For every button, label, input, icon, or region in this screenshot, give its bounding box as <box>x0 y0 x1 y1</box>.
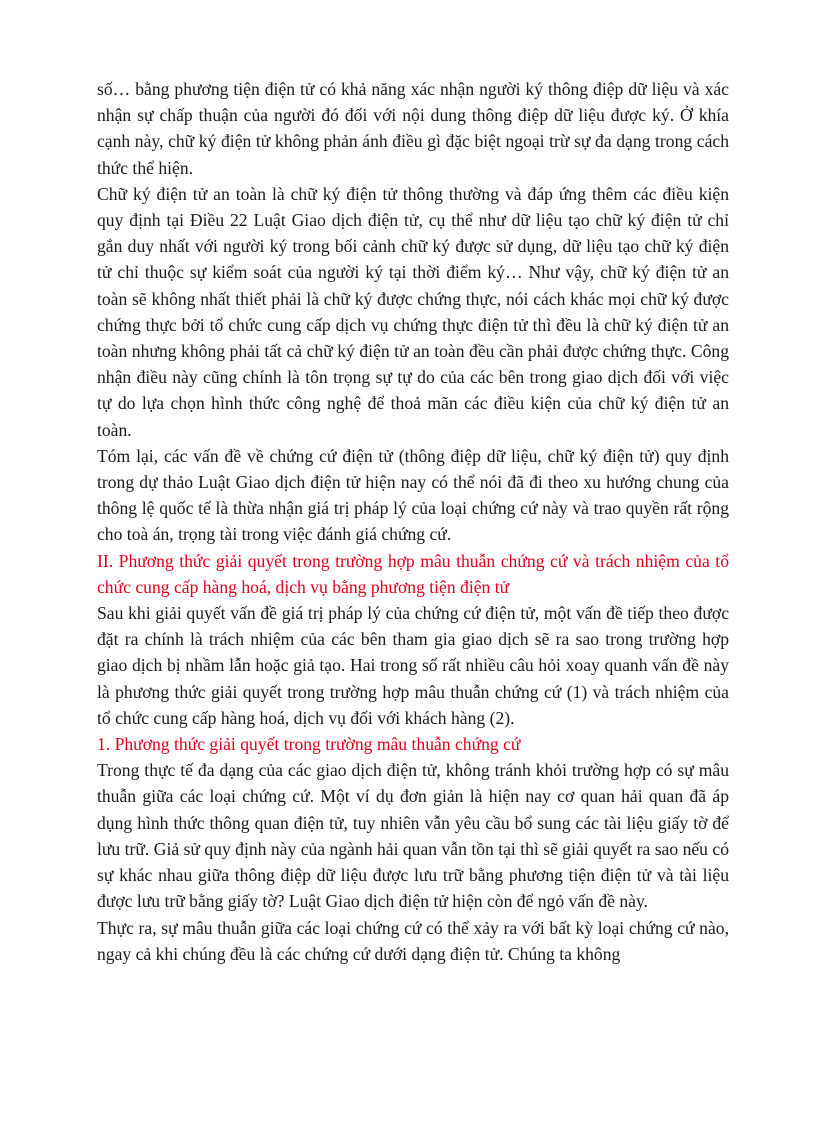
paragraph-summary: Tóm lại, các vấn đề về chứng cứ điện tử (thông điệp dữ liệu, chữ ký điện tử) quy định trong dự thảo Luật Giao dịch điện tử hiện nay có thể nói đã đi theo xu hướng chung của thông lệ quốc tế là thừa nhận giá trị pháp lý của loại chứng cứ này và trao quyền rất rộng cho toà án, trọng tài trong việc đánh giá chứng cứ. <box>97 445 729 545</box>
section-heading-ii: II. Phương thức giải quyết trong trường hợp mâu thuẫn chứng cứ và trách nhiệm của tổ chức cung cấp hàng hoá, dịch vụ bằng phương tiện điện tử <box>97 550 729 597</box>
paragraph-evidence-conflict: Trong thực tế đa dạng của các giao dịch điện tử, không tránh khỏi trường hợp có sự mâu thuẫn giữa các loại chứng cứ. Một ví dụ đơn giản là hiện nay cơ quan hải quan đã áp dụng hình thức thông quan điện tử, tuy nhiên vẫn yêu cầu bổ sung các tài liệu giấy tờ để lưu trữ. Giả sử quy định này của ngành hải quan vẫn tồn tại thì sẽ giải quyết ra sao nếu có sự khác nhau giữa thông điệp dữ liệu được lưu trữ bằng phương tiện điện tử và tài liệu được lưu trữ bằng giấy tờ? Luật Giao dịch điện tử hiện còn để ngỏ vấn đề này. <box>97 760 729 912</box>
paragraph-secure-electronic-signature: Chữ ký điện tử an toàn là chữ ký điện tử thông thường và đáp ứng thêm các điều kiện quy định tại Điều 22 Luật Giao dịch điện tử, cụ thể như dữ liệu tạo chữ ký điện tử chỉ gắn duy nhất với người ký trong bối cảnh chữ ký được sử dụng, dữ liệu tạo chữ ký điện tử chỉ thuộc sự kiểm soát của người ký tại thời điểm ký… Như vậy, chữ ký điện tử an toàn sẽ không nhất thiết phải là chữ ký được chứng thực, nói cách khác mọi chữ ký được chứng thực bởi tổ chức cung cấp dịch vụ chứng thực điện tử thì đều là chữ ký điện tử an toàn nhưng không phải tất cả chữ ký điện tử an toàn đều cần phải được chứng thực. Công nhận điều này cũng chính là tôn trọng sự tự do của các bên trong giao dịch đối với việc tự do lựa chọn hình thức công nghệ để thoả mãn các điều kiện của chữ ký điện tử an toàn. <box>97 183 729 440</box>
paragraph-electronic-signature-definition: số… bằng phương tiện điện tử có khả năng xác nhận người ký thông điệp dữ liệu và xác nhận sự chấp thuận của người đó đối với nội dung thông điệp dữ liệu được ký. Ở khía cạnh này, chữ ký điện tử không phản ánh điều gì đặc biệt ngoại trừ sự đa dạng trong cách thức thể hiện. <box>97 79 729 178</box>
document-page <box>97 76 729 967</box>
paragraph-evidence-conflict-continued: Thực ra, sự mâu thuẫn giữa các loại chứng cứ có thể xảy ra với bất kỳ loại chứng cứ nào, ngay cả khi chúng đều là các chứng cứ dưới dạng điện tử. Chúng ta không <box>97 917 729 964</box>
subsection-heading-1: 1. Phương thức giải quyết trong trường mâu thuẫn chứng cứ <box>97 734 521 755</box>
paragraph-responsibility-intro: Sau khi giải quyết vấn đề giá trị pháp lý của chứng cứ điện tử, một vấn đề tiếp theo được đặt ra chính là trách nhiệm của các bên tham gia giao dịch sẽ ra sao trong trường hợp giao dịch bị nhầm lẫn hoặc giả tạo. Hai trong số rất nhiều câu hỏi xoay quanh vấn đề này là phương thức giải quyết trong trường hợp mâu thuẫn chứng cứ (1) và trách nhiệm của tổ chức cung cấp hàng hoá, dịch vụ đối với khách hàng (2). <box>97 603 729 728</box>
